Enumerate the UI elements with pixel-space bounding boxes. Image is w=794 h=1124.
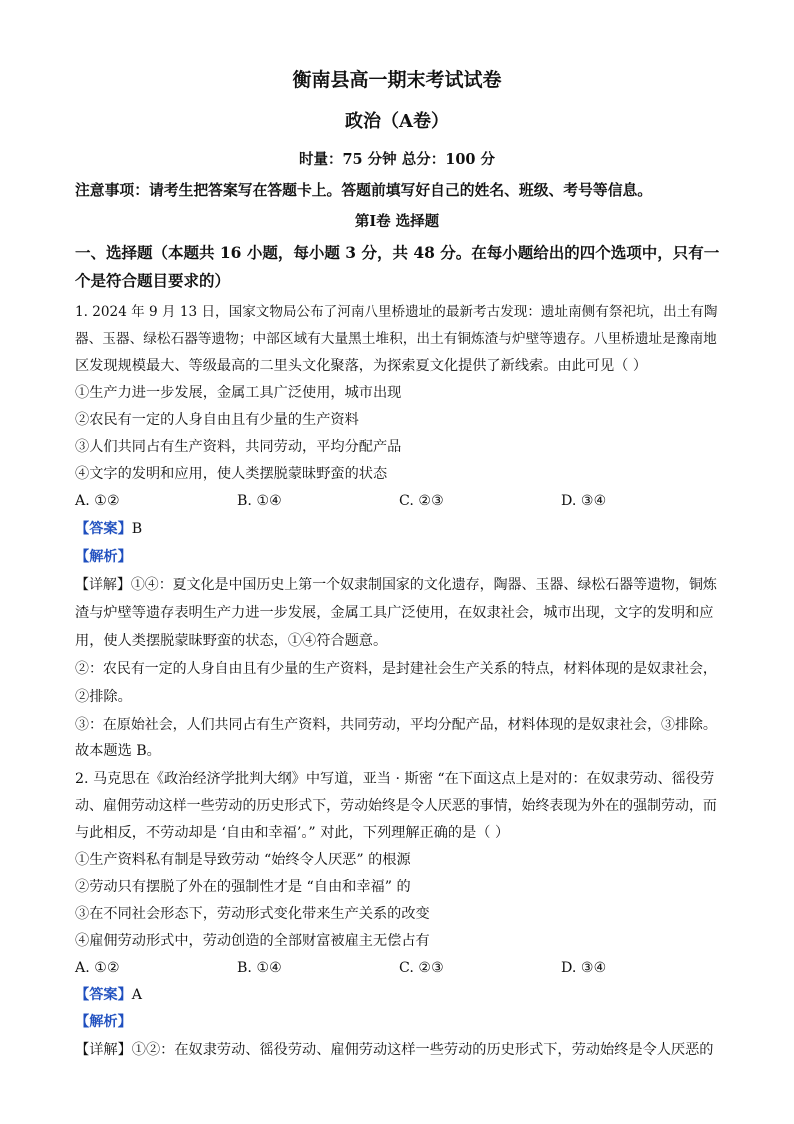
q2-stem-line: 动、雇佣劳动这样一些劳动的历史形式下，劳动始终是令人厌恶的事情，始终表现为外在的强制劳动，而 (75, 798, 717, 814)
q1-option-a: A. ①② (75, 493, 120, 509)
section-instruction-line2: 个是符合题目要求的） (75, 271, 231, 290)
q1-option-b: B. ①④ (237, 493, 282, 509)
q1-detail-line: 【详解】①④：夏文化是中国历史上第一个奴隶制国家的文化遗存，陶器、玉器、绿松石器等遗物，铜炼 (75, 577, 717, 593)
q1-stem-line: 区发现规模最大、等级最高的二里头文化聚落，为探索夏文化提供了新线索。由此可见（ ） (75, 358, 648, 374)
q1-detail-line: 用，使人类摆脱蒙昧野蛮的状态，①④符合题意。 (75, 633, 388, 649)
q1-answer (75, 519, 142, 539)
answer-value: B (131, 521, 143, 537)
q1-item: ②农民有一定的人身自由且有少量的生产资料 (75, 412, 359, 428)
exam-title: 衡南县高一期末考试试卷 (292, 69, 502, 91)
time-score: 时量：75 分钟 总分：100 分 (298, 151, 496, 168)
q1-detail-line: 故本题选 B。 (75, 743, 161, 759)
part-title: 第Ⅰ卷 选择题 (354, 213, 440, 230)
q2-option-c: C. ②③ (399, 960, 444, 976)
q1-option-d: D. ③④ (561, 493, 607, 509)
q1-detail-line: ②排除。 (75, 689, 132, 705)
q2-item: ①生产资料私有制是导致劳动 “始终令人厌恶” 的根源 (75, 852, 411, 868)
q1-stem-line: 1. 2024 年 9 月 13 日，国家文物局公布了河南八里桥遗址的最新考古发现：遗址南侧有祭祀坑，出土有陶 (75, 304, 718, 320)
q1-item: ①生产力进一步发展，金属工具广泛使用，城市出现 (75, 385, 402, 401)
q1-option-c: C. ②③ (399, 493, 444, 509)
q1-item: ③人们共同占有生产资料，共同劳动，平均分配产品 (75, 439, 402, 455)
q2-item: ③在不同社会形态下，劳动形式变化带来生产关系的改变 (75, 906, 430, 922)
q2-option-a: A. ①② (75, 960, 120, 976)
q1-detail-line: 渣与炉壁等遗存表明生产力进一步发展，金属工具广泛使用，在奴隶社会，城市出现，文字的发明和应 (75, 605, 714, 621)
q2-item: ④雇佣劳动形式中，劳动创造的全部财富被雇主无偿占有 (75, 933, 430, 949)
q1-stem-line: 器、玉器、绿松石器等遗物；中部区域有大量黑土堆积，出土有铜炼渣与炉壁等遗存。八里桥遗址是豫南地 (75, 331, 717, 347)
answer-label: 【答案】 (75, 987, 132, 1003)
q2-item: ②劳动只有摆脱了外在的强制性才是 “自由和幸福” 的 (75, 879, 411, 895)
q1-detail-line: ②：农民有一定的人身自由且有少量的生产资料，是封建社会生产关系的特点，材料体现的是奴隶社会， (75, 661, 717, 677)
answer-label: 【答案】 (75, 521, 132, 537)
notice: 注意事项：请考生把答案写在答题卡上。答题前填写好自己的姓名、班级、考号等信息。 (75, 182, 653, 199)
answer-value: A (131, 987, 143, 1003)
q2-analysis-label: 【解析】 (75, 1014, 132, 1030)
q2-option-b: B. ①④ (237, 960, 282, 976)
q2-option-d: D. ③④ (561, 960, 607, 976)
q2-detail-line: 【详解】①②：在奴隶劳动、徭役劳动、雇佣劳动这样一些劳动的历史形式下，劳动始终是令人厌恶的 (75, 1042, 714, 1058)
exam-subtitle: 政治（A卷） (345, 111, 449, 132)
q2-answer (75, 985, 142, 1005)
q1-analysis-label: 【解析】 (75, 549, 132, 565)
section-instruction-line1: 一、选择题（本题共 16 小题，每小题 3 分，共 48 分。在每小题给出的四个选项中，只有一 (75, 243, 720, 262)
q2-stem-line: 与此相反，不劳动却是 ‘自由和幸福’。” 对此，下列理解正确的是（ ） (75, 825, 510, 841)
q2-stem-line: 2. 马克思在《政治经济学批判大纲》中写道，亚当 · 斯密 “在下面这点上是对的：在奴隶劳动、徭役劳 (75, 771, 715, 787)
q1-detail-line: ③：在原始社会，人们共同占有生产资料，共同劳动，平均分配产品，材料体现的是奴隶社会，③排除。 (75, 717, 717, 733)
q1-item: ④文字的发明和应用，使人类摆脱蒙昧野蛮的状态 (75, 466, 388, 482)
